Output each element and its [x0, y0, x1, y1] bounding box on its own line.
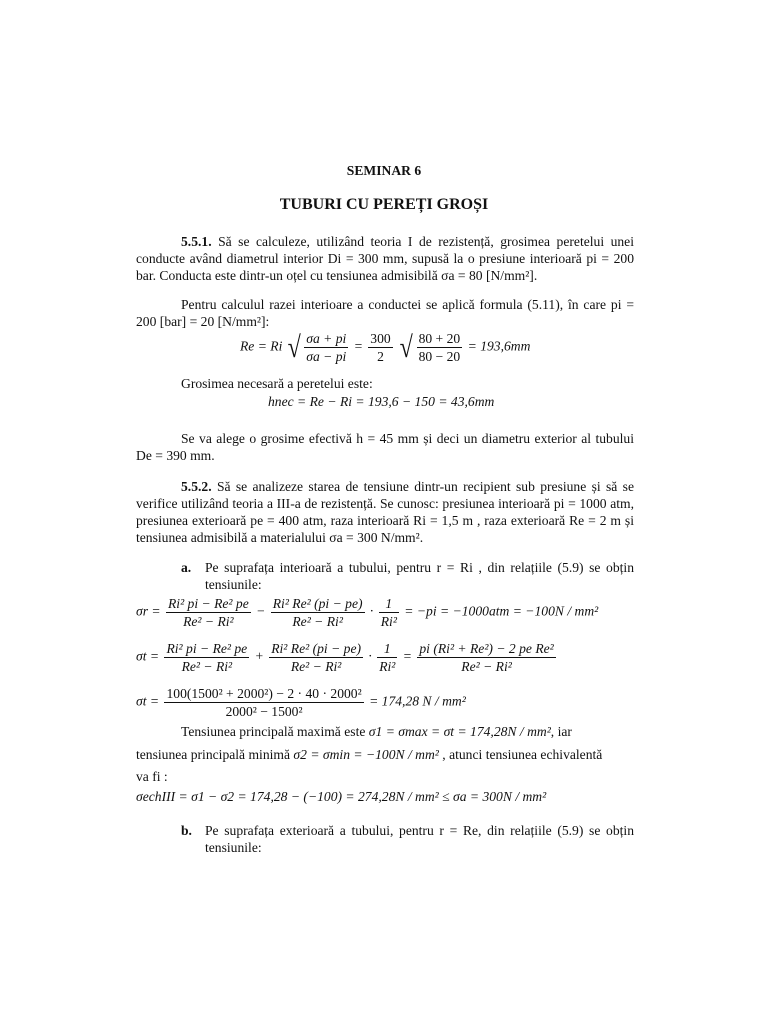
seminar-heading: SEMINAR 6 — [346, 163, 422, 178]
item-label: b. — [181, 823, 192, 838]
problem-5-5-2 — [136, 478, 634, 546]
equation-sigma-t-value: σt = $\frac{\text{100(1500² + 2000²) − 2 · 40 · 2000²}}{\text{2000² − 1500²}}$ = 174,28 N / mm² — [136, 686, 466, 719]
fraction: $\frac{\sigma a + pi}{\sigma a - pi}$ — [306, 331, 347, 364]
problem-5-5-1 — [136, 233, 634, 284]
fraction: $\frac{80 + 20}{80 - 20}$ — [418, 331, 461, 364]
sqrt-symbol: √ — [287, 331, 301, 364]
fraction: $\frac{300}{2}$ — [370, 331, 391, 364]
item-text: Pe suprafața interioară a tubului, pentru r = Ri , din relațiile (5.9) se obțin tensiunile: — [205, 560, 634, 592]
equation-sigma-r: σr = $\frac{\text{Ri² pi − Re² pe}}{\text{Re² − Ri²}}$ − $\frac{\text{Ri² Re² (pi − pe)}}{\text{Re² − Ri²}}$ · $\frac{1}{\text{Ri²}}$ = −pi = −1000atm = −100N / mm² — [136, 596, 599, 629]
va-fi-line: va fi : — [136, 769, 168, 784]
item-label: a. — [181, 560, 192, 575]
problem-text: Să se analizeze starea de tensiune dintr-un recipient sub presiune și să se verifice utilizând teoria a III-a de rezistență. Se cunosc: presiunea interioară pi = 1000 atm, presiunea exterioară pe = 400 atm, raza interioară Ri = 1,5 m , raza exterioară Re = 2 m și tensiunea admisibilă a materialului σa = 300 N/mm². — [136, 479, 634, 545]
problem-number: 5.5.2. — [181, 479, 212, 494]
problem-number: 5.5.1. — [181, 234, 212, 249]
min-stress-line: tensiunea principală minimă σ2 = σmin = −100N / mm² , atunci tensiunea echivalentă — [136, 747, 603, 762]
equation-equivalent: σechIII = σ1 − σ2 = 174,28 − (−100) = 274,28N / mm² ≤ σa = 300N / mm² — [136, 789, 547, 804]
equation-re: Re = Ri √ $\frac{\sigma a + pi}{\sigma a - pi}$ = $\frac{300}{2}$ √ $\frac{80 + 20}{80 - 20}$ = 193,6mm — [240, 331, 531, 364]
eq-result: = 193,6mm — [467, 338, 531, 354]
calc-paragraph: Pentru calculul razei interioare a conductei se aplică formula (5.11), în care pi = 200 [bar] = 20 [N/mm²]: — [136, 297, 634, 329]
gros-paragraph: Grosimea necesară a peretelui este: — [181, 376, 373, 391]
max-stress-line: Tensiunea principală maximă este σ1 = σmax = σt = 174,28N / mm², iar — [181, 724, 572, 739]
equation-sigma-t: σt = $\frac{\text{Ri² pi − Re² pe}}{\text{Re² − Ri²}}$ + $\frac{\text{Ri² Re² (pi − pe)}}{\text{Re² − Ri²}}$ · $\frac{1}{\text{Ri²}}$ = $\frac{\text{pi (Ri² + Re²) − 2 pe Re²}}{\text{Re² − Ri²}}$ — [136, 641, 554, 674]
sqrt-symbol: √ — [399, 331, 413, 364]
eq-lhs: Re = Ri — [240, 338, 283, 354]
equation-hnec: hnec = Re − Ri = 193,6 − 150 = 43,6mm — [268, 394, 495, 409]
item-b — [181, 822, 634, 856]
problem-text: Să se calculeze, utilizând teoria I de rezistență, grosimea peretelui unei conducte având diametrul interior Di = 300 mm, supusă la o presiune interioară pi = 200 bar. Conducta este dintr-un oțel cu tensiunea admisibilă σa = 80 [N/mm²]. — [136, 234, 634, 283]
item-a — [181, 559, 634, 593]
page-title: TUBURI CU PEREȚI GROȘI — [279, 196, 489, 213]
choice-paragraph: Se va alege o grosime efectivă h = 45 mm și deci un diametru exterior al tubului De = 390 mm. — [136, 431, 634, 463]
item-text: Pe suprafața exterioară a tubului, pentru r = Re, din relațiile (5.9) se obțin tensiunile: — [205, 823, 634, 855]
